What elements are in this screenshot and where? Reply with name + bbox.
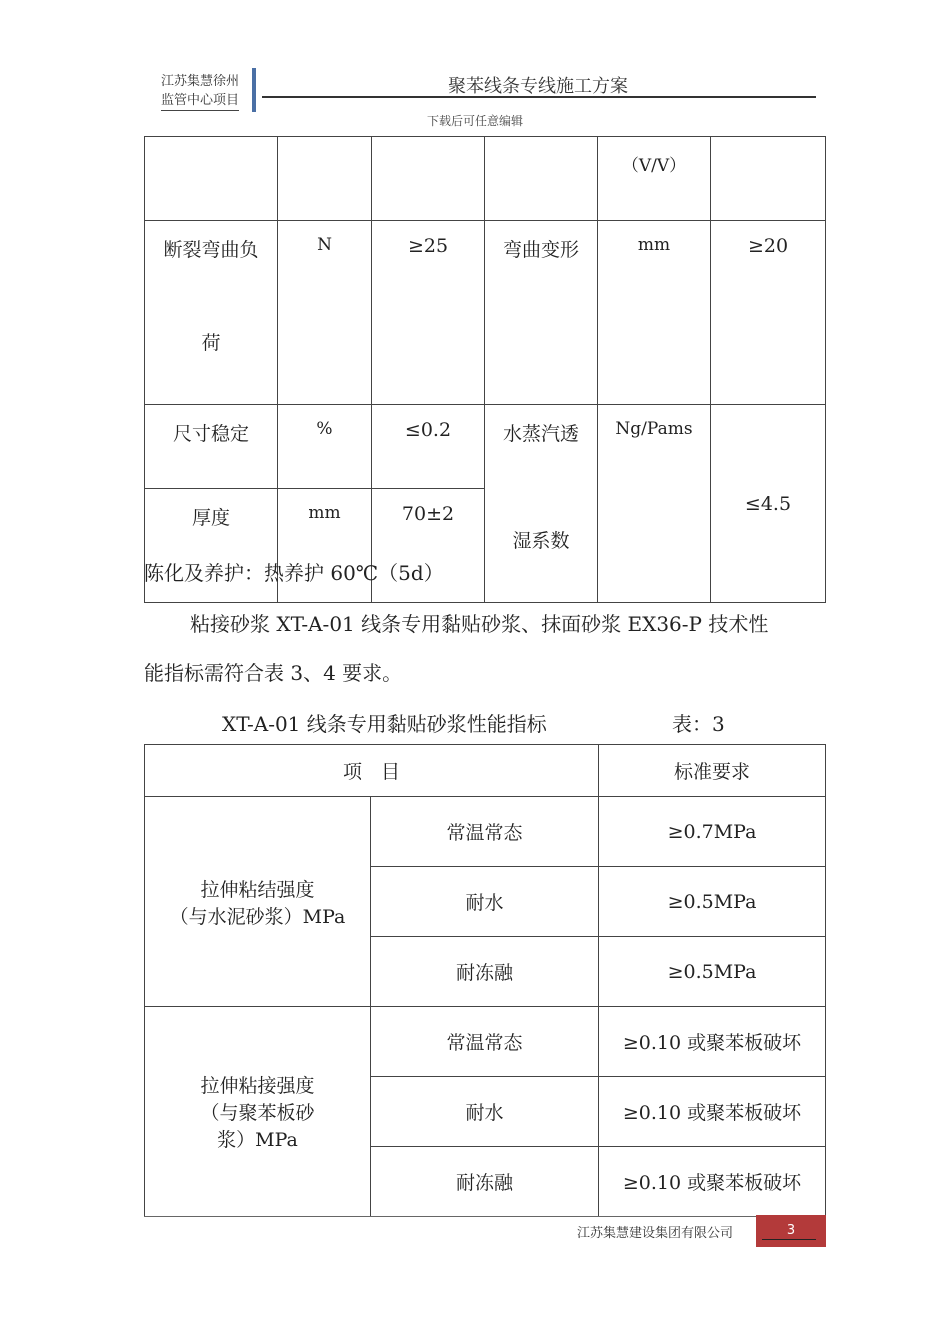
header-org-line2: 监管中心项目 bbox=[161, 91, 239, 111]
page-number-underline bbox=[762, 1239, 816, 1240]
cell-text: 荷 bbox=[201, 332, 221, 354]
cell-text: 拉伸粘接强度 bbox=[200, 1075, 315, 1097]
header-org-line1: 江苏集慧徐州 bbox=[160, 74, 239, 89]
table-cell bbox=[372, 137, 485, 221]
table-cell: 常温常态 bbox=[371, 797, 599, 867]
table-caption: XT-A-01 线条专用黏贴砂浆性能指标 bbox=[222, 712, 547, 736]
table-row bbox=[145, 1007, 826, 1077]
table-cell: mm bbox=[598, 221, 711, 405]
header-rule bbox=[262, 96, 816, 98]
spec-table-continued bbox=[144, 136, 826, 603]
table-cell: 耐冻融 bbox=[371, 937, 599, 1007]
cell-text: 湿系数 bbox=[512, 530, 570, 552]
table-cell: ≥20 bbox=[711, 221, 826, 405]
table-cell: ≥0.5MPa bbox=[599, 937, 826, 1007]
cell-text: 浆）MPa bbox=[217, 1129, 298, 1151]
table-header-row bbox=[145, 745, 826, 797]
cell-text: 拉伸粘结强度 bbox=[200, 878, 315, 901]
table-row bbox=[145, 797, 826, 867]
table-cell: ≥0.10 或聚苯板破坏 bbox=[599, 1147, 826, 1217]
footer-organization: 江苏集慧建设集团有限公司 bbox=[576, 1226, 733, 1241]
table-cell: ≤4.5 bbox=[711, 405, 826, 603]
table-row bbox=[145, 405, 826, 489]
table-cell: 耐水 bbox=[371, 1077, 599, 1147]
header-cell-item: 项 目 bbox=[145, 745, 599, 797]
group-label-cell bbox=[145, 797, 371, 1007]
table-cell: 耐水 bbox=[371, 867, 599, 937]
document-title: 聚苯线条专线施工方案 bbox=[448, 76, 628, 97]
cell-text: （与聚苯板砂 bbox=[200, 1102, 315, 1124]
table-cell: ≤0.2 bbox=[372, 405, 485, 489]
cell-text: 水蒸汽透 bbox=[502, 423, 579, 445]
table-cell bbox=[145, 137, 278, 221]
table-cell: 弯曲变形 bbox=[485, 221, 598, 405]
cell-text: （与水泥砂浆）MPa bbox=[169, 905, 346, 928]
table-cell: 尺寸稳定 bbox=[145, 405, 278, 489]
table-cell: N bbox=[278, 221, 372, 405]
table-cell bbox=[711, 137, 826, 221]
table-cell bbox=[145, 221, 278, 405]
header-organization bbox=[150, 72, 250, 111]
page-number: 3 bbox=[756, 1215, 826, 1247]
table-cell: 厚度 bbox=[145, 489, 278, 603]
table-cell: ≥0.7MPa bbox=[599, 797, 826, 867]
table-cell: （V/V） bbox=[598, 137, 711, 221]
table-cell: ≥0.10 或聚苯板破坏 bbox=[599, 1077, 826, 1147]
header-cell-requirement: 标准要求 bbox=[599, 745, 826, 797]
cell-text: 断裂弯曲负 bbox=[163, 239, 259, 261]
table-cell bbox=[485, 137, 598, 221]
header-accent-bar bbox=[252, 68, 256, 112]
paragraph-mortar-line2: 能指标需符合表 3、4 要求。 bbox=[144, 661, 403, 685]
header-subtitle: 下载后可任意编辑 bbox=[426, 114, 523, 128]
table-cell: ≥0.10 或聚苯板破坏 bbox=[599, 1007, 826, 1077]
footer-rule bbox=[144, 1216, 816, 1217]
table-cell: Ng/Pams bbox=[598, 405, 711, 603]
group-label-cell bbox=[145, 1007, 371, 1217]
table-cell bbox=[278, 137, 372, 221]
paragraph-curing: 陈化及养护：热养护 60℃（5d） bbox=[144, 561, 444, 585]
table-cell: ≥0.5MPa bbox=[599, 867, 826, 937]
table-cell: ≥25 bbox=[372, 221, 485, 405]
table-cell: mm bbox=[278, 489, 372, 603]
table-cell: 70±2 bbox=[372, 489, 485, 603]
table-cell: 常温常态 bbox=[371, 1007, 599, 1077]
table-row bbox=[145, 221, 826, 405]
table-cell: % bbox=[278, 405, 372, 489]
table-cell: 耐冻融 bbox=[371, 1147, 599, 1217]
table-cell bbox=[485, 405, 598, 603]
paragraph-mortar-line1: 粘接砂浆 XT-A-01 线条专用黏贴砂浆、抹面砂浆 EX36-P 技术性 bbox=[190, 612, 769, 636]
mortar-spec-table bbox=[144, 744, 826, 1217]
table-row bbox=[145, 137, 826, 221]
table-number: 表：3 bbox=[672, 712, 725, 736]
